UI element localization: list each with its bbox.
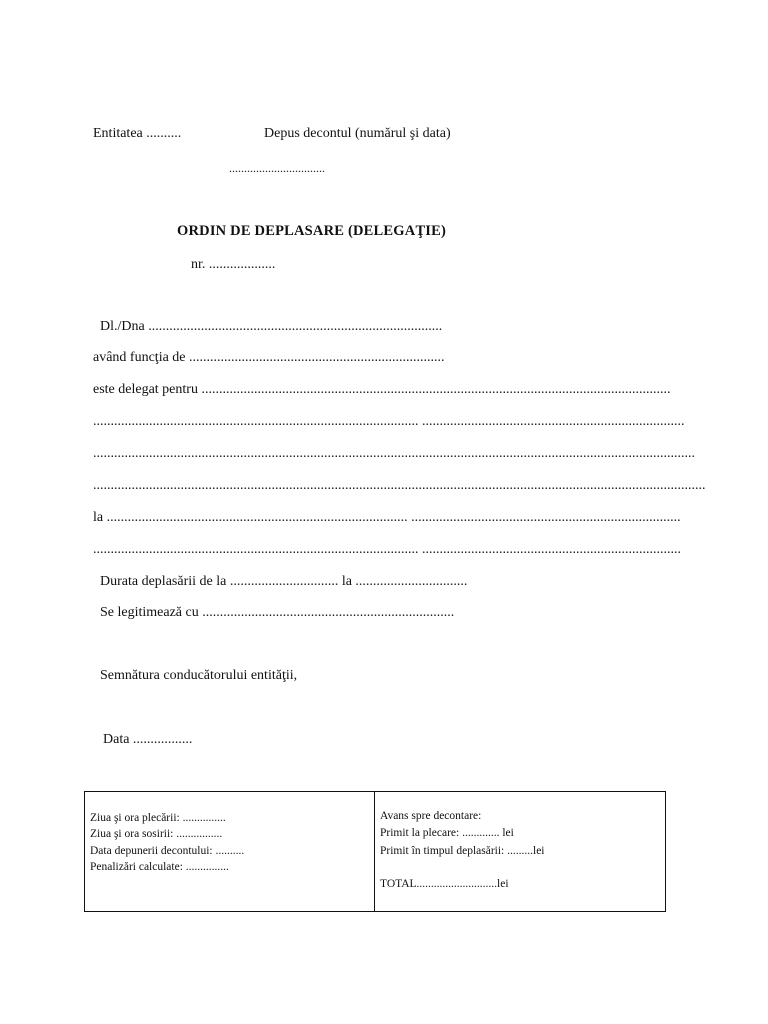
- continuation-line: ............................................................................................. ..........................................................................: [93, 542, 681, 557]
- signature-label: Semnătura conducătorului entităţii,: [100, 668, 298, 683]
- table-divider: [374, 791, 375, 912]
- continuation-line: ............................................................................................................................................................................: [93, 446, 695, 461]
- departure-row: Ziua şi ora plecării: ...............: [90, 812, 226, 824]
- identification-line: Se legitimează cu ........................................................................: [100, 605, 455, 620]
- entity-field: Entitatea ..........: [93, 126, 182, 141]
- submitted-label: Depus decontul (numărul şi data): [264, 126, 451, 141]
- received-departure-row: Primit la plecare: ............. lei: [380, 827, 514, 839]
- total-row: TOTAL............................lei: [380, 878, 509, 890]
- function-line: având funcţia de .........................................................................: [93, 350, 445, 365]
- submitted-dots: ................................: [229, 161, 325, 175]
- advance-label: Avans spre decontare:: [380, 810, 482, 822]
- continuation-line: ...............................................................................................................................................................................: [93, 478, 706, 493]
- penalties-row: Penalizări calculate: ...............: [90, 861, 229, 873]
- order-number: nr. ...................: [191, 257, 276, 272]
- continuation-line: ............................................................................................. ...........................................................................: [93, 414, 685, 429]
- destination-line: la ...................................................................................... .............................................................................: [93, 510, 681, 525]
- submission-date-row: Data depunerii decontului: ..........: [90, 845, 245, 857]
- name-line: Dl./Dna ....................................................................................: [100, 319, 443, 334]
- received-during-row: Primit în timpul deplasării: .........lei: [380, 845, 545, 857]
- document-title: ORDIN DE DEPLASARE (DELEGAŢIE): [177, 223, 447, 239]
- arrival-row: Ziua şi ora sosirii: ................: [90, 828, 223, 840]
- duration-line: Durata deplasării de la ............................... la ................................: [100, 574, 468, 589]
- date-line: Data .................: [103, 732, 193, 747]
- delegated-line: este delegat pentru ......................................................................................................................................: [93, 382, 671, 397]
